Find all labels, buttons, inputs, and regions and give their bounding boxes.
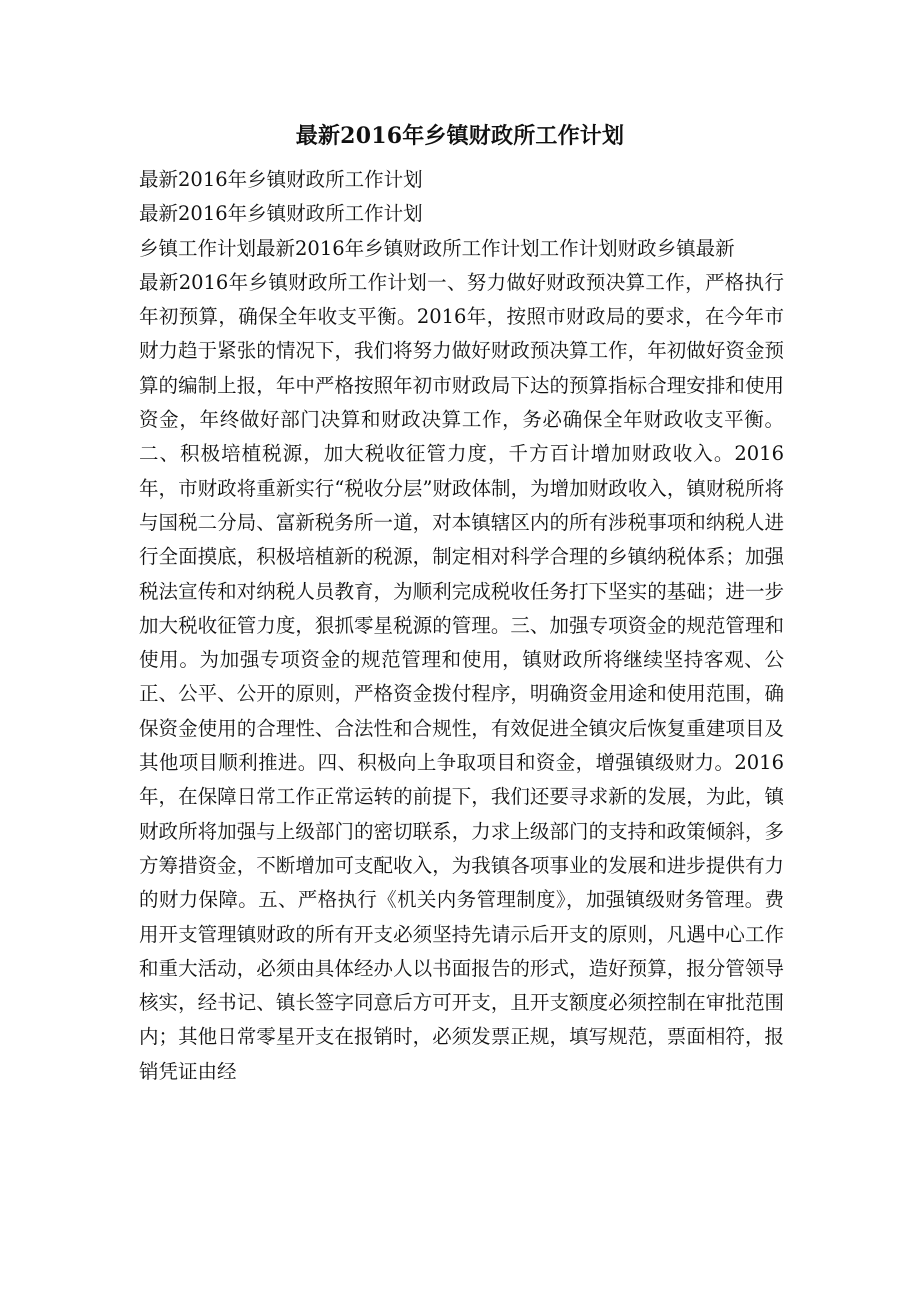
paragraph-3: 乡镇工作计划最新2016年乡镇财政所工作计划工作计划财政乡镇最新: [139, 236, 735, 260]
document-title: 最新2016年乡镇财政所工作计划: [295, 123, 625, 149]
paragraph-4: 最新2016年乡镇财政所工作计划一、努力做好财政预决算工作，严格执行年初预算，确保全年收支平衡。2016年，按照市财政局的要求，在今年市财力趋于紧张的情况下，我们将努力做好财政预决算工作，年初做好资金预算的编制上报，年中严格按照年初市财政局下达的预算指标合理安排和使用资金，年终做好部门决算和财政决算工作，务必确保全年财政收支平衡。二、积极培植税源，加大税收征管力度，千方百计增加财政收入。2016年，市财政将重新实行“税收分层”财政体制，为增加财政收入，镇财税所将与国税二分局、富新税务所一道，对本镇辖区内的所有涉税事项和纳税人进行全面摸底，积极培植新的税源，制定相对科学合理的乡镇纳税体系；加强税法宣传和对纳税人员教育，为顺利完成税收任务打下坚实的基础；进一步加大税收征管力度，狠抓零星税源的管理。三、加强专项资金的规范管理和使用。为加强专项资金的规范管理和使用，镇财政所将继续坚持客观、公正、公平、公开的原则，严格资金拨付程序，明确资金用途和使用范围，确保资金使用的合理性、合法性和合规性，有效促进全镇灾后恢复重建项目及其他项目顺利推进。四、积极向上争取项目和资金，增强镇级财力。2016年，在保障日常工作正常运转的前提下，我们还要寻求新的发展，为此，镇财政所将加强与上级部门的密切联系，力求上级部门的支持和政策倾斜，多方筹措资金，不断增加可支配收入，为我镇各项事业的发展和进步提供有力的财力保障。五、严格执行《机关内务管理制度》，加强镇级财务管理。费用开支管理镇财政的所有开支必须坚持先请示后开支的原则，凡遇中心工作和重大活动，必须由具体经办人以书面报告的形式，造好预算，报分管领导核实，经书记、镇长签字同意后方可开支，且开支额度必须控制在审批范围内；其他日常零星开支在报销时，必须发票正规，填写规范，票面相符，报销凭证由经: [139, 270, 784, 1083]
document-body: [139, 163, 784, 1089]
paragraph-1: 最新2016年乡镇财政所工作计划: [139, 168, 423, 191]
paragraph-2: 最新2016年乡镇财政所工作计划: [139, 202, 423, 226]
